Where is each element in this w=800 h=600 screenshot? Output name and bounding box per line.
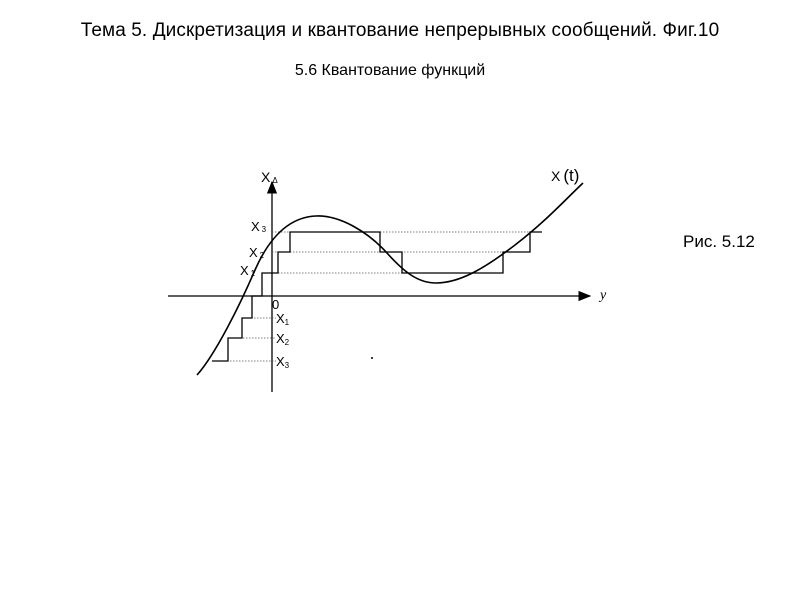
curve-label: X (t) — [551, 166, 580, 185]
level-label-neg-x2: X2 — [276, 331, 290, 347]
level-label-x3: X 3 — [251, 219, 267, 234]
level-label-neg-x1: X1 — [276, 311, 290, 327]
level-label-x1: X 1 — [240, 263, 256, 278]
level-label-neg-x3: X3 — [276, 354, 290, 370]
stray-dot — [371, 357, 373, 359]
slide-title: Тема 5. Дискретизация и квантование непрерывных сообщений. Фиг.10 — [80, 20, 720, 41]
figure-caption: Рис. 5.12 — [683, 232, 755, 251]
x-axis-label: y — [600, 288, 607, 303]
y-axis-label: X Δ — [261, 169, 278, 185]
slide-subtitle: 5.6 Квантование функций — [294, 62, 486, 79]
continuous-function-curve — [197, 183, 583, 375]
origin-label: 0 — [272, 297, 280, 312]
level-label-x2: X 2 — [249, 245, 265, 260]
